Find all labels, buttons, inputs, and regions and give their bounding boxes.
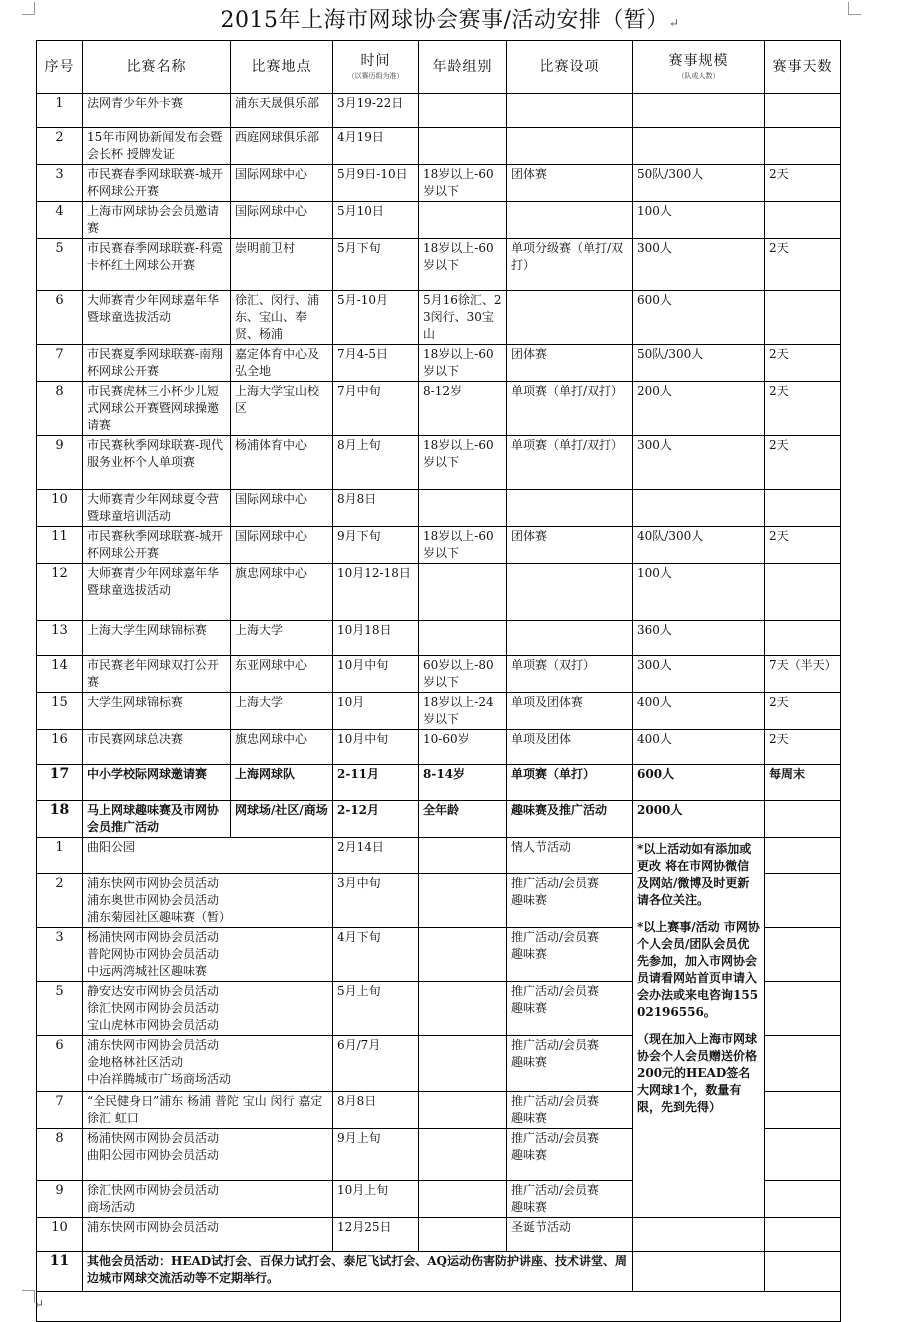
cell-name: 市民赛春季网球联赛-科霓卡杯红土网球公开赛: [83, 239, 231, 291]
cell-activity-name: [83, 982, 333, 1036]
cell-scale: 50队/300人: [633, 165, 765, 202]
cell-events: 单项赛（双打）: [507, 656, 633, 693]
cell-venue: 上海网球队: [231, 765, 333, 801]
event-line: 趣味赛: [511, 1055, 548, 1069]
table-row: [37, 527, 841, 564]
header-name: 比赛名称: [83, 41, 231, 94]
cell-days: [765, 1252, 841, 1292]
activity-line: 徐汇快网市网协会员活动: [87, 1001, 220, 1015]
cell-age: 18岁以上-60岁以下: [419, 436, 507, 490]
activity-line: 中远两湾城社区趣味赛: [87, 964, 208, 978]
cell-scale: 200人: [633, 382, 765, 436]
cell-time: 5月上旬: [333, 982, 419, 1036]
cell-venue: 国际网球中心: [231, 165, 333, 202]
activity-line: “全民健身日”浦东 杨浦 普陀 宝山 闵行 嘉定 徐汇 虹口: [87, 1094, 323, 1125]
cell-age: [419, 94, 507, 128]
cell-age: 18岁以上-60岁以下: [419, 239, 507, 291]
cell-time: 5月-10月: [333, 291, 419, 345]
cell-scale: 600人: [633, 291, 765, 345]
cell-venue: 徐汇、闵行、浦东、宝山、奉贤、杨浦: [231, 291, 333, 345]
paragraph-mark-icon: ↵: [668, 16, 680, 30]
cell-time: 3月中旬: [333, 874, 419, 928]
row-number: 12: [37, 564, 83, 621]
table-row: [37, 382, 841, 436]
cell-name: 市民赛老年网球双打公开赛: [83, 656, 231, 693]
cell-venue: 国际网球中心: [231, 202, 333, 239]
cell-days: [765, 202, 841, 239]
cell-venue: 国际网球中心: [231, 527, 333, 564]
cell-scale: 360人: [633, 621, 765, 656]
cell-days: [765, 982, 841, 1036]
document-title: 2015年上海市网球协会赛事/活动安排（暂）↵: [220, 8, 680, 33]
cell-activity-name: [83, 1181, 333, 1218]
row-number: 9: [37, 436, 83, 490]
row-number: 17: [37, 765, 83, 801]
cell-age: 18岁以上-60岁以下: [419, 527, 507, 564]
cell-scale: [633, 1252, 765, 1292]
cell-events: [507, 291, 633, 345]
cell-time: 4月19日: [333, 128, 419, 165]
footer-row: [37, 1252, 841, 1292]
event-line: 趣味赛: [511, 1148, 548, 1162]
cell-events: 团体赛: [507, 165, 633, 202]
row-number: 7: [37, 345, 83, 382]
header-venue: 比赛地点: [231, 41, 333, 94]
cell-time: 9月下旬: [333, 527, 419, 564]
cell-age: [419, 1181, 507, 1218]
activity-row: [37, 838, 841, 874]
note-paragraph: *以上赛事/活动 市网协个人会员/团队会员优先参加，加入市网协会员请看网站首页申请入会办法或来电咨询15502196556。: [637, 920, 760, 1019]
note-paragraph: （现在加入上海市网球协会个人会员赠送价格200元的HEAD签名大网球1个，数量有限，先到先得）: [637, 1032, 758, 1114]
cell-events: [507, 874, 633, 928]
row-number: 2: [37, 128, 83, 165]
event-line: 推广活动/会员赛: [511, 930, 600, 944]
footer-text: 其他会员活动：HEAD试打会、百保力试打会、泰尼飞试打会、AQ运动伤害防护讲座、技术讲堂、周边城市网球交流活动等不定期举行。: [83, 1252, 633, 1292]
activity-line: 金地格林社区活动: [87, 1055, 184, 1069]
cell-venue: 网球场/社区/商场: [231, 801, 333, 838]
cell-time: 10月18日: [333, 621, 419, 656]
header-days: 赛事天数: [765, 41, 841, 94]
table-row: [37, 239, 841, 291]
schedule-table: [36, 40, 841, 1322]
cell-time: 2-12月: [333, 801, 419, 838]
table-row: [37, 621, 841, 656]
activity-line: 浦东快网市网协会员活动: [87, 1220, 220, 1234]
cell-days: [765, 291, 841, 345]
row-number: 2: [37, 874, 83, 928]
row-number: 10: [37, 490, 83, 527]
cell-days: [765, 928, 841, 982]
cell-events: [507, 928, 633, 982]
cell-age: [419, 1218, 507, 1252]
cell-time: 6月/7月: [333, 1036, 419, 1092]
event-line: 情人节活动: [511, 840, 572, 854]
table-row: [37, 656, 841, 693]
cell-age: [419, 838, 507, 874]
row-number: 5: [37, 239, 83, 291]
cell-events: [507, 128, 633, 165]
activity-line: 曲阳公园: [87, 840, 136, 854]
cell-age: 全年龄: [419, 801, 507, 838]
cell-name: 市民赛虎林三小杯少儿短式网球公开赛暨网球操邀请赛: [83, 382, 231, 436]
row-number: 4: [37, 202, 83, 239]
cell-days: 2天: [765, 693, 841, 730]
cell-scale: 300人: [633, 436, 765, 490]
cell-scale: 2000人: [633, 801, 765, 838]
cell-age: [419, 564, 507, 621]
cell-venue: 旗忠网球中心: [231, 730, 333, 765]
cell-events: 团体赛: [507, 345, 633, 382]
activity-row: [37, 1218, 841, 1252]
cell-age: 5月16徐汇、23闵行、30宝山: [419, 291, 507, 345]
cell-events: [507, 621, 633, 656]
cell-time: 8月上旬: [333, 436, 419, 490]
row-number: 3: [37, 165, 83, 202]
activity-line: 浦东菊园社区趣味赛（暂）: [87, 910, 232, 924]
cell-days: 7天（半天）: [765, 656, 841, 693]
event-line: 推广活动/会员赛: [511, 984, 600, 998]
cell-days: 2天: [765, 436, 841, 490]
row-number: 16: [37, 730, 83, 765]
cell-time: 10月12-18日: [333, 564, 419, 621]
cell-days: 2天: [765, 345, 841, 382]
event-line: 推广活动/会员赛: [511, 1038, 600, 1052]
cell-name: 市民赛夏季网球联赛-南翔杯网球公开赛: [83, 345, 231, 382]
cell-name: 市民赛网球总决赛: [83, 730, 231, 765]
cell-events: [507, 94, 633, 128]
cell-scale: 300人: [633, 239, 765, 291]
cell-name: 马上网球趣味赛及市网协会员推广活动: [83, 801, 231, 838]
cell-events: 单项及团体: [507, 730, 633, 765]
cell-time: 10月中旬: [333, 656, 419, 693]
cell-time: 9月上旬: [333, 1129, 419, 1181]
cell-days: 2天: [765, 239, 841, 291]
table-row: [37, 128, 841, 165]
cell-time: 7月4-5日: [333, 345, 419, 382]
cell-activity-name: [83, 1092, 333, 1129]
paragraph-mark-icon: ↵: [34, 1297, 45, 1311]
cell-activity-name: [83, 1036, 333, 1092]
row-number: 7: [37, 1092, 83, 1129]
event-line: 趣味赛: [511, 947, 548, 961]
cell-time: 5月10日: [333, 202, 419, 239]
cell-venue: 上海大学: [231, 621, 333, 656]
cell-days: [765, 801, 841, 838]
cell-age: [419, 1129, 507, 1181]
activity-line: 杨浦快网市网协会员活动: [87, 1131, 220, 1145]
cell-venue: 嘉定体育中心及弘全地: [231, 345, 333, 382]
cell-age: [419, 1092, 507, 1129]
cell-venue: 西庭网球俱乐部: [231, 128, 333, 165]
cell-activity-name: [83, 1129, 333, 1181]
row-number: 11: [37, 1252, 83, 1292]
table-row: [37, 564, 841, 621]
cell-name: 中小学校际网球邀请赛: [83, 765, 231, 801]
cell-age: [419, 982, 507, 1036]
table-row: [37, 801, 841, 838]
cell-events: 团体赛: [507, 527, 633, 564]
cell-days: [765, 874, 841, 928]
cell-age: [419, 1036, 507, 1092]
cell-time: 8月8日: [333, 490, 419, 527]
activity-line: 宝山虎林市网协会员活动: [87, 1018, 220, 1032]
cell-age: [419, 202, 507, 239]
header-scale: 赛事规模 （队或人数）: [633, 41, 765, 94]
cell-events: [507, 1092, 633, 1129]
cell-days: [765, 1218, 841, 1252]
cell-age: 18岁以上-60岁以下: [419, 345, 507, 382]
cell-age: [419, 128, 507, 165]
table-row: [37, 202, 841, 239]
row-number: 5: [37, 982, 83, 1036]
activity-line: 浦东快网市网协会员活动: [87, 1038, 220, 1052]
cell-scale: [633, 94, 765, 128]
cell-name: 市民赛秋季网球联赛-现代服务业杯个人单项赛: [83, 436, 231, 490]
header-time: 时间 （以赛历组为准）: [333, 41, 419, 94]
cell-scale: [633, 128, 765, 165]
blank-cell: [37, 1292, 841, 1322]
cell-scale: 100人: [633, 202, 765, 239]
cell-name: 大学生网球锦标赛: [83, 693, 231, 730]
cell-events: [507, 1181, 633, 1218]
table-row: [37, 765, 841, 801]
row-number: 6: [37, 291, 83, 345]
table-row: [37, 490, 841, 527]
cell-name: 法网青少年外卡赛: [83, 94, 231, 128]
header-row: [37, 41, 841, 94]
cell-age: 8-12岁: [419, 382, 507, 436]
cell-days: [765, 1129, 841, 1181]
table-row: [37, 436, 841, 490]
row-number: 18: [37, 801, 83, 838]
activity-line: 徐汇快网市网协会员活动: [87, 1183, 220, 1197]
cell-activity-name: [83, 838, 333, 874]
header-no: 序号: [37, 41, 83, 94]
cell-venue: 国际网球中心: [231, 490, 333, 527]
row-number: 3: [37, 928, 83, 982]
cell-name: 大师赛青少年网球嘉年华暨球童选拔活动: [83, 291, 231, 345]
activity-line: 浦东奥世市网协会员活动: [87, 893, 220, 907]
activity-line: 中冶祥腾城市广场商场活动: [87, 1072, 232, 1086]
row-number: 8: [37, 1129, 83, 1181]
event-line: 趣味赛: [511, 1200, 548, 1214]
cell-events: [507, 564, 633, 621]
cell-name: 大师赛青少年网球嘉年华暨球童选拔活动: [83, 564, 231, 621]
activity-line: 浦东快网市网协会员活动: [87, 876, 220, 890]
table-row: [37, 730, 841, 765]
cell-age: 18岁以上-24岁以下: [419, 693, 507, 730]
cell-days: [765, 1092, 841, 1129]
cell-days: [765, 128, 841, 165]
cell-events: 单项赛（单打）: [507, 765, 633, 801]
cell-events: [507, 1218, 633, 1252]
cell-name: 大师赛青少年网球夏令营暨球童培训活动: [83, 490, 231, 527]
cell-venue: 上海大学宝山校区: [231, 382, 333, 436]
cell-activity-name: [83, 1218, 333, 1252]
activity-line: 曲阳公园市网协会员活动: [87, 1148, 220, 1162]
row-number: 8: [37, 382, 83, 436]
cell-age: 10-60岁: [419, 730, 507, 765]
cell-time: 10月中旬: [333, 730, 419, 765]
cell-events: [507, 982, 633, 1036]
header-events: 比赛设项: [507, 41, 633, 94]
cell-venue: 浦东天晟俱乐部: [231, 94, 333, 128]
cell-time: 2月14日: [333, 838, 419, 874]
cell-days: [765, 490, 841, 527]
cell-events: [507, 490, 633, 527]
cell-days: 每周末: [765, 765, 841, 801]
cell-time: 4月下旬: [333, 928, 419, 982]
event-line: 趣味赛: [511, 1001, 548, 1015]
cell-scale: 50队/300人: [633, 345, 765, 382]
activity-line: 静安达安市网协会员活动: [87, 984, 220, 998]
cell-age: [419, 928, 507, 982]
cell-time: 10月上旬: [333, 1181, 419, 1218]
cell-scale: 100人: [633, 564, 765, 621]
cell-time: 2-11月: [333, 765, 419, 801]
activity-line: 普陀网协市网协会员活动: [87, 947, 220, 961]
cell-age: [419, 490, 507, 527]
cell-days: [765, 1036, 841, 1092]
row-number: 1: [37, 94, 83, 128]
cell-age: 18岁以上-60岁以下: [419, 165, 507, 202]
cell-name: 上海大学生网球锦标赛: [83, 621, 231, 656]
cell-events: 单项及团体赛: [507, 693, 633, 730]
cell-time: 7月中旬: [333, 382, 419, 436]
table-row: [37, 94, 841, 128]
table-row: [37, 291, 841, 345]
header-age: 年龄组别: [419, 41, 507, 94]
activity-line: 杨浦快网市网协会员活动: [87, 930, 220, 944]
notes-cell: [633, 838, 765, 1218]
cell-venue: 东亚网球中心: [231, 656, 333, 693]
cell-venue: 旗忠网球中心: [231, 564, 333, 621]
cell-venue: 杨浦体育中心: [231, 436, 333, 490]
cell-events: 单项分级赛（单打/双打）: [507, 239, 633, 291]
cell-scale: 600人: [633, 765, 765, 801]
activity-line: 商场活动: [87, 1200, 136, 1214]
event-line: 推广活动/会员赛: [511, 1131, 600, 1145]
cell-days: [765, 94, 841, 128]
event-line: 圣诞节活动: [511, 1220, 572, 1234]
cell-events: 趣味赛及推广活动: [507, 801, 633, 838]
cell-scale: [633, 1218, 765, 1252]
cell-activity-name: [83, 874, 333, 928]
cell-scale: 300人: [633, 656, 765, 693]
table-row: [37, 165, 841, 202]
cell-events: [507, 838, 633, 874]
cell-time: 5月9日-10日: [333, 165, 419, 202]
cell-venue: 崇明前卫村: [231, 239, 333, 291]
cell-time: 3月19-22日: [333, 94, 419, 128]
note-paragraph: *以上活动如有添加或更改 将在市网协微信及网站/微博及时更新 请各位关注。: [637, 842, 752, 907]
event-line: 推广活动/会员赛: [511, 1183, 600, 1197]
cell-days: 2天: [765, 527, 841, 564]
row-number: 9: [37, 1181, 83, 1218]
cell-name: 15年市网协新闻发布会暨会长杯 授牌发证: [83, 128, 231, 165]
cell-name: 市民赛秋季网球联赛-城开杯网球公开赛: [83, 527, 231, 564]
row-number: 10: [37, 1218, 83, 1252]
cell-days: [765, 564, 841, 621]
cell-activity-name: [83, 928, 333, 982]
cell-scale: 40队/300人: [633, 527, 765, 564]
row-number: 13: [37, 621, 83, 656]
cell-days: 2天: [765, 165, 841, 202]
event-line: 趣味赛: [511, 1111, 548, 1125]
cell-age: 60岁以上-80岁以下: [419, 656, 507, 693]
cell-age: [419, 874, 507, 928]
cell-scale: 400人: [633, 730, 765, 765]
cell-age: 8-14岁: [419, 765, 507, 801]
row-number: 1: [37, 838, 83, 874]
event-line: 推广活动/会员赛: [511, 1094, 600, 1108]
cell-name: 上海市网球协会会员邀请赛: [83, 202, 231, 239]
cell-days: 2天: [765, 730, 841, 765]
blank-row: [37, 1292, 841, 1322]
cell-days: [765, 621, 841, 656]
cell-events: 单项赛（单打/双打）: [507, 382, 633, 436]
cell-scale: 400人: [633, 693, 765, 730]
cell-days: [765, 1181, 841, 1218]
event-line: 推广活动/会员赛: [511, 876, 600, 890]
row-number: 6: [37, 1036, 83, 1092]
cell-days: 2天: [765, 382, 841, 436]
cell-time: 12月25日: [333, 1218, 419, 1252]
cell-events: [507, 202, 633, 239]
cell-days: [765, 838, 841, 874]
row-number: 15: [37, 693, 83, 730]
row-number: 14: [37, 656, 83, 693]
cell-events: 单项赛（单打/双打）: [507, 436, 633, 490]
cell-events: [507, 1036, 633, 1092]
cell-age: [419, 621, 507, 656]
table-row: [37, 693, 841, 730]
cell-venue: 上海大学: [231, 693, 333, 730]
cell-time: 10月: [333, 693, 419, 730]
event-line: 趣味赛: [511, 893, 548, 907]
table-row: [37, 345, 841, 382]
cell-events: [507, 1129, 633, 1181]
cell-scale: [633, 490, 765, 527]
cell-time: 8月8日: [333, 1092, 419, 1129]
row-number: 11: [37, 527, 83, 564]
cell-name: 市民赛春季网球联赛-城开杯网球公开赛: [83, 165, 231, 202]
cell-time: 5月下旬: [333, 239, 419, 291]
